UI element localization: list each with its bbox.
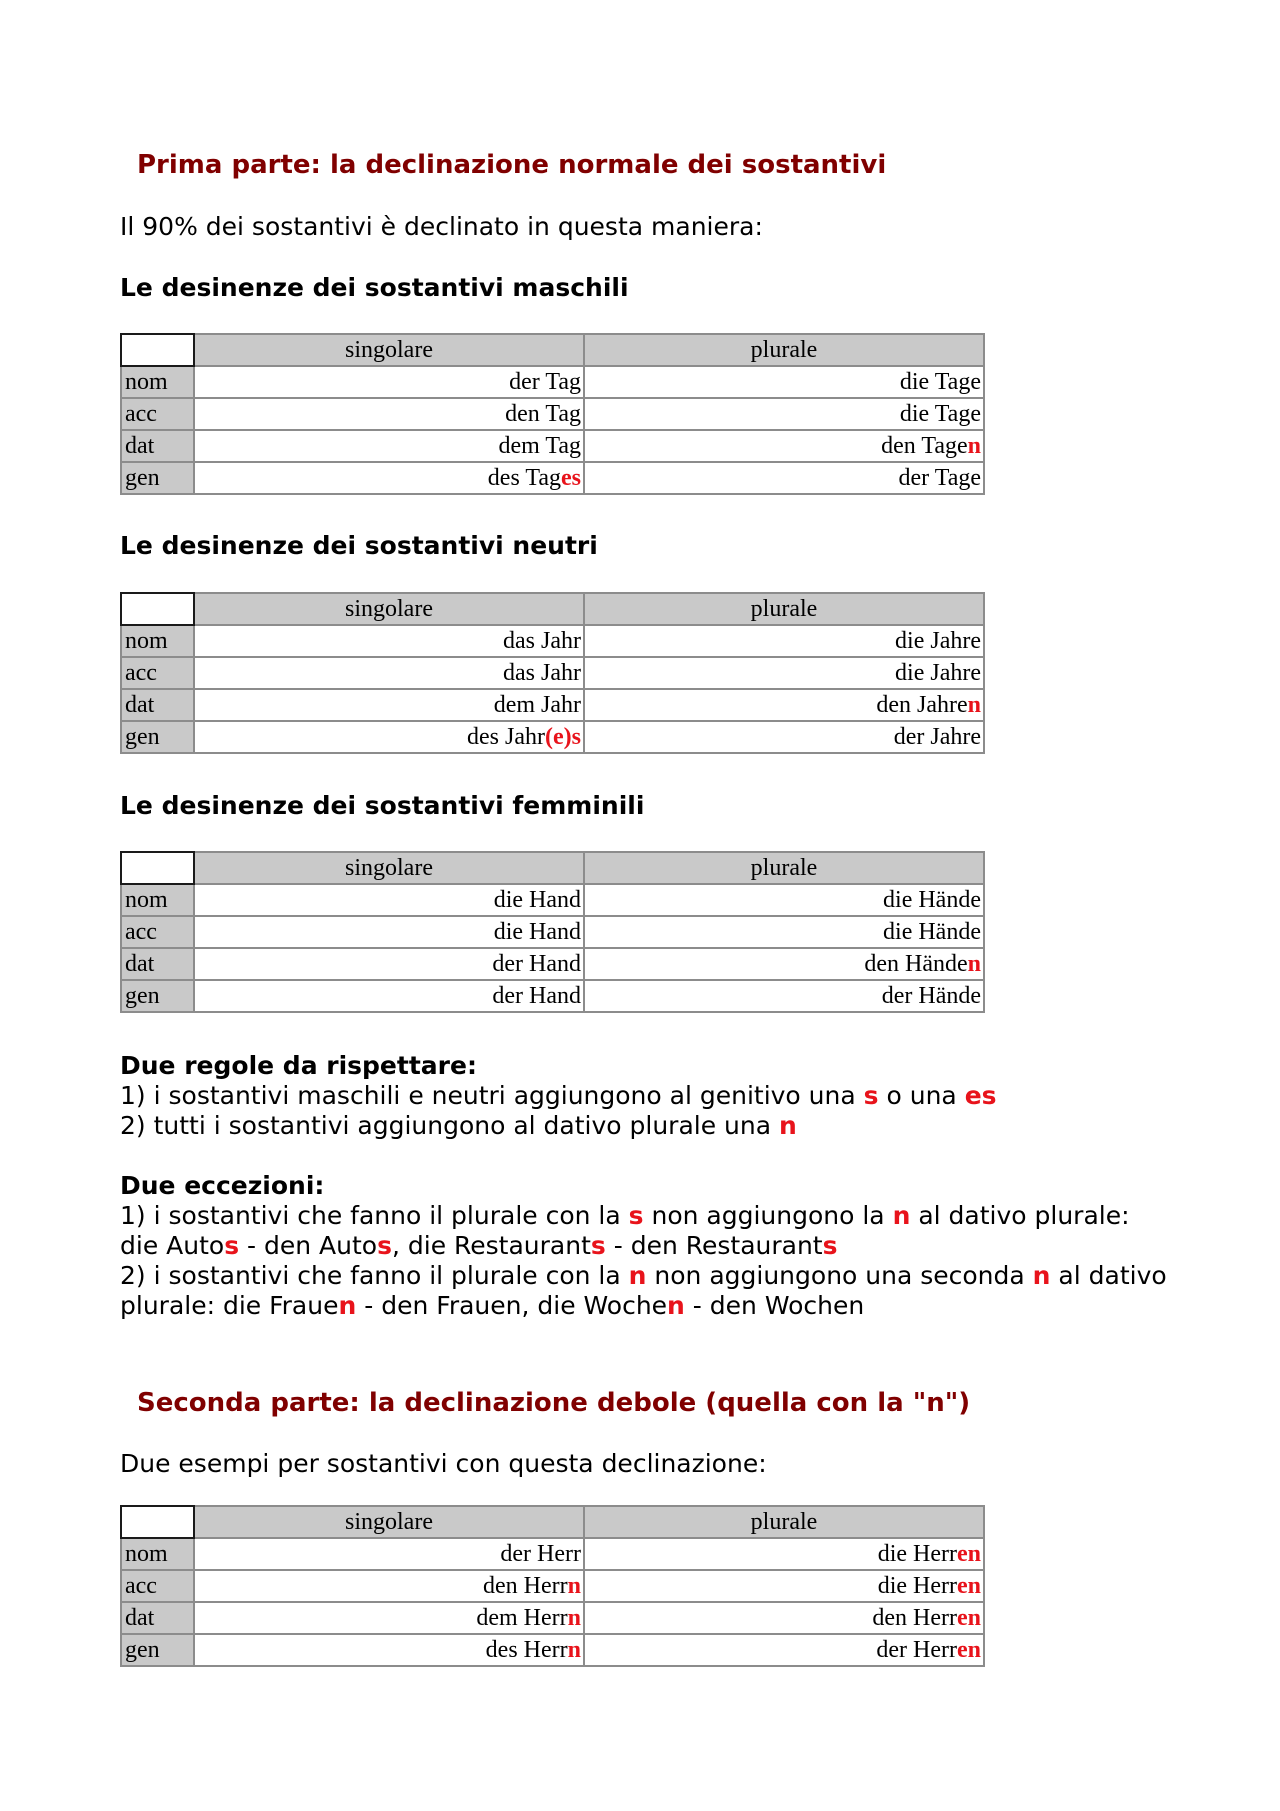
plural-header: plurale xyxy=(584,1506,984,1538)
plural-stem: den Jahre xyxy=(876,692,968,718)
plural-stem: die Herr xyxy=(877,1541,957,1567)
part1-intro: Il 90% dei sostantivi è declinato in questa maniera: xyxy=(120,212,763,241)
table-header-row xyxy=(121,852,984,884)
singular-stem: die Hand xyxy=(493,887,581,913)
plural-ending: en xyxy=(957,1637,981,1663)
plural-header: plurale xyxy=(584,852,984,884)
table-row xyxy=(121,980,984,1012)
singular-form xyxy=(194,366,584,398)
table-header-row xyxy=(121,593,984,625)
singular-form xyxy=(194,884,584,916)
singular-form xyxy=(194,948,584,980)
exception-2-n: n xyxy=(338,1291,357,1320)
singular-ending: n xyxy=(567,1573,581,1599)
singular-stem: den Tag xyxy=(505,401,581,427)
plural-form xyxy=(584,884,984,916)
plural-form xyxy=(584,916,984,948)
case-label: nom xyxy=(121,366,194,398)
rule-1-ending-s: s xyxy=(863,1081,879,1110)
example-text: - den Restaurant xyxy=(605,1231,823,1260)
table3-wrap xyxy=(120,851,985,1013)
case-label: acc xyxy=(121,1570,194,1602)
corner-cell xyxy=(121,1506,194,1538)
part1-title: Prima parte: la declinazione normale dei sostantivi xyxy=(137,150,887,180)
rule-1-text: 1) i sostantivi maschili e neutri aggiungono al genitivo una xyxy=(120,1081,864,1110)
part2-title: Seconda parte: la declinazione debole (quella con la "n") xyxy=(137,1388,971,1418)
table-row xyxy=(121,689,984,721)
corner-cell xyxy=(121,852,194,884)
plural-stem: die Tage xyxy=(899,401,981,427)
table1-wrap xyxy=(120,333,985,495)
table-row xyxy=(121,657,984,689)
table-row xyxy=(121,916,984,948)
exception-1-n: n xyxy=(892,1201,911,1230)
table-header-row xyxy=(121,334,984,366)
plural-stem: die Hände xyxy=(883,919,981,945)
plural-form xyxy=(584,657,984,689)
table-row xyxy=(121,721,984,753)
singular-form xyxy=(194,689,584,721)
singular-stem: des Jahr xyxy=(467,724,546,750)
exception-2-text-e: - den Wochen xyxy=(684,1291,865,1320)
singular-stem: dem Herr xyxy=(476,1605,568,1631)
exception-1-s: s xyxy=(628,1201,644,1230)
plural-stem: der Hände xyxy=(881,983,981,1009)
plural-ending: n xyxy=(967,692,981,718)
example-s: s xyxy=(590,1231,606,1260)
exceptions-heading: Due eccezioni: xyxy=(120,1171,325,1200)
plural-ending: en xyxy=(957,1541,981,1567)
plural-form xyxy=(584,689,984,721)
singular-form xyxy=(194,462,584,494)
rule-1-ending-es: es xyxy=(964,1081,997,1110)
singular-ending: n xyxy=(567,1605,581,1631)
singular-ending: n xyxy=(567,1637,581,1663)
example-s: s xyxy=(224,1231,240,1260)
rule-1-text-b: o una xyxy=(878,1081,965,1110)
singular-form xyxy=(194,1538,584,1570)
singular-stem: dem Tag xyxy=(498,433,581,459)
example-s: s xyxy=(822,1231,838,1260)
table-row xyxy=(121,1570,984,1602)
rules-block xyxy=(120,1051,1180,1141)
example-text: - den Auto xyxy=(239,1231,378,1260)
exception-2-text-c: al dativo plurale: die Fraue xyxy=(120,1261,1167,1320)
table-row xyxy=(121,398,984,430)
table3-heading: Le desinenze dei sostantivi femminili xyxy=(120,791,645,820)
singular-ending: (e)s xyxy=(545,724,581,750)
rule-2-ending-n: n xyxy=(779,1111,797,1140)
exception-2-text-b: non aggiungono una seconda xyxy=(646,1261,1033,1290)
exception-2 xyxy=(120,1261,1180,1321)
plural-stem: die Jahre xyxy=(895,628,981,654)
singular-stem: die Hand xyxy=(493,919,581,945)
plural-form xyxy=(584,1570,984,1602)
plural-form xyxy=(584,625,984,657)
plural-stem: den Tage xyxy=(881,433,968,459)
exception-2-n: n xyxy=(667,1291,685,1320)
plural-form xyxy=(584,462,984,494)
case-label: gen xyxy=(121,721,194,753)
singular-form xyxy=(194,916,584,948)
case-label: gen xyxy=(121,462,194,494)
singular-stem: dem Jahr xyxy=(493,692,581,718)
table1-heading: Le desinenze dei sostantivi maschili xyxy=(120,273,629,302)
singular-form xyxy=(194,1634,584,1666)
plural-form xyxy=(584,721,984,753)
exceptions-block xyxy=(120,1171,1180,1321)
singular-stem: das Jahr xyxy=(503,628,581,654)
exception-1-text: 1) i sostantivi che fanno il plurale con la xyxy=(120,1201,629,1230)
declension-table-neuter xyxy=(120,592,985,754)
rules-heading: Due regole da rispettare: xyxy=(120,1051,477,1080)
singular-stem: der Tag xyxy=(509,369,581,395)
exception-2-text-d: - den Frauen, die Woche xyxy=(356,1291,668,1320)
plural-stem: der Tage xyxy=(898,465,981,491)
plural-header: plurale xyxy=(584,334,984,366)
plural-form xyxy=(584,1538,984,1570)
rule-1 xyxy=(120,1081,1180,1111)
plural-ending: en xyxy=(957,1605,981,1631)
declension-table-masculine xyxy=(120,333,985,495)
table-row xyxy=(121,462,984,494)
singular-form xyxy=(194,430,584,462)
table-row xyxy=(121,1634,984,1666)
exception-2-n: n xyxy=(628,1261,647,1290)
table-row xyxy=(121,366,984,398)
plural-form xyxy=(584,430,984,462)
corner-cell xyxy=(121,334,194,366)
exception-2-n: n xyxy=(1032,1261,1051,1290)
singular-stem: das Jahr xyxy=(503,660,581,686)
plural-stem: die Tage xyxy=(899,369,981,395)
plural-ending: n xyxy=(967,433,981,459)
singular-header: singolare xyxy=(194,852,584,884)
singular-form xyxy=(194,1602,584,1634)
case-label: acc xyxy=(121,398,194,430)
case-label: dat xyxy=(121,948,194,980)
table-row xyxy=(121,1602,984,1634)
plural-stem: der Jahre xyxy=(893,724,981,750)
table-row xyxy=(121,948,984,980)
singular-stem: des Tag xyxy=(487,465,561,491)
exception-2-text: 2) i sostantivi che fanno il plurale con la xyxy=(120,1261,629,1290)
case-label: dat xyxy=(121,430,194,462)
corner-cell xyxy=(121,593,194,625)
rule-2 xyxy=(120,1111,1180,1141)
case-label: dat xyxy=(121,1602,194,1634)
table-row xyxy=(121,1538,984,1570)
table2-heading: Le desinenze dei sostantivi neutri xyxy=(120,531,598,560)
exception-1-text-c: al dativo plurale: xyxy=(910,1201,1130,1230)
singular-stem: des Herr xyxy=(485,1637,568,1663)
case-label: acc xyxy=(121,916,194,948)
plural-form xyxy=(584,366,984,398)
plural-stem: die Hände xyxy=(883,887,981,913)
plural-stem: den Herr xyxy=(872,1605,957,1631)
singular-form xyxy=(194,398,584,430)
case-label: gen xyxy=(121,1634,194,1666)
rule-2-text: 2) tutti i sostantivi aggiungono al dativo plurale una xyxy=(120,1111,780,1140)
exception-1 xyxy=(120,1201,1180,1231)
plural-form xyxy=(584,980,984,1012)
plural-form xyxy=(584,948,984,980)
example-text: die Auto xyxy=(120,1231,225,1260)
case-label: nom xyxy=(121,884,194,916)
plural-form xyxy=(584,1634,984,1666)
singular-header: singolare xyxy=(194,1506,584,1538)
table-row xyxy=(121,430,984,462)
singular-stem: der Herr xyxy=(500,1541,581,1567)
table4-wrap xyxy=(120,1505,985,1667)
part2-intro: Due esempi per sostantivi con questa declinazione: xyxy=(120,1449,767,1478)
singular-header: singolare xyxy=(194,593,584,625)
exception-1-text-b: non aggiungono la xyxy=(643,1201,893,1230)
singular-ending: es xyxy=(561,465,581,491)
singular-stem: der Hand xyxy=(492,951,581,977)
plural-ending: n xyxy=(967,951,981,977)
example-s: s xyxy=(377,1231,392,1260)
singular-stem: der Hand xyxy=(492,983,581,1009)
plural-form xyxy=(584,398,984,430)
table2-wrap xyxy=(120,592,985,754)
singular-form xyxy=(194,625,584,657)
plural-stem: den Hände xyxy=(864,951,968,977)
plural-stem: die Herr xyxy=(877,1573,957,1599)
singular-form xyxy=(194,657,584,689)
case-label: gen xyxy=(121,980,194,1012)
exception-1-examples xyxy=(120,1231,1180,1261)
singular-form xyxy=(194,721,584,753)
table-row xyxy=(121,625,984,657)
case-label: acc xyxy=(121,657,194,689)
singular-header: singolare xyxy=(194,334,584,366)
singular-form xyxy=(194,1570,584,1602)
declension-table-weak xyxy=(120,1505,985,1667)
table-header-row xyxy=(121,1506,984,1538)
plural-header: plurale xyxy=(584,593,984,625)
plural-stem: die Jahre xyxy=(895,660,981,686)
case-label: nom xyxy=(121,625,194,657)
table-row xyxy=(121,884,984,916)
plural-stem: der Herr xyxy=(876,1637,957,1663)
singular-stem: den Herr xyxy=(483,1573,568,1599)
plural-form xyxy=(584,1602,984,1634)
singular-form xyxy=(194,980,584,1012)
plural-ending: en xyxy=(957,1573,981,1599)
case-label: dat xyxy=(121,689,194,721)
example-text: , die Restaurant xyxy=(391,1231,591,1260)
declension-table-feminine xyxy=(120,851,985,1013)
case-label: nom xyxy=(121,1538,194,1570)
